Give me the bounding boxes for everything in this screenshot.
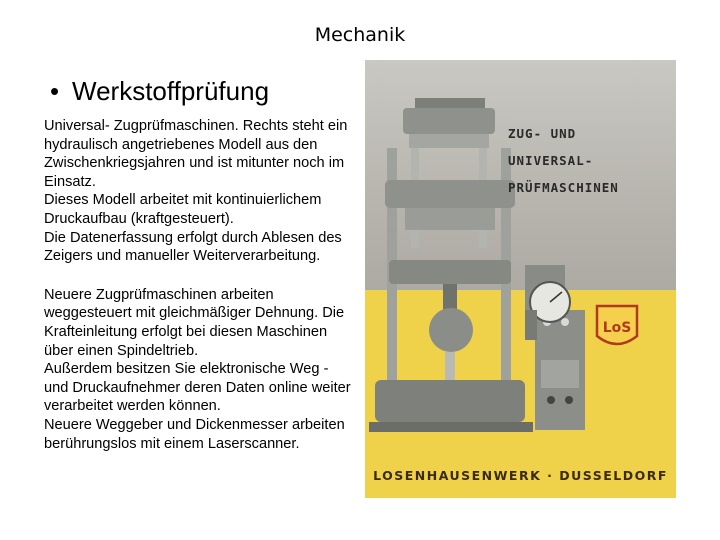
paragraph-2: hydraulisch angetriebenes Modell aus den Zwischenkriegsjahren und ist mitunter noch im Einsatz. xyxy=(44,136,345,190)
bullet-heading-text: Werkstoffprüfung xyxy=(72,76,270,106)
logo-text: LoS xyxy=(602,320,632,336)
brochure-title-line: PRÜFMASCHINEN xyxy=(508,180,619,195)
paragraph-6: Außerdem besitzen Sie elektronische Weg - und Druckaufnehmer deren Daten online weiter verarbeitet werden können. xyxy=(44,361,351,415)
brochure-title-line: UNIVERSAL- xyxy=(508,153,594,168)
paragraph-4: Die Datenerfassung erfolgt durch Ablesen des Zeigers und manueller Weiterverarbeitung. xyxy=(44,229,342,265)
brochure-title xyxy=(508,120,668,201)
paragraph-gap xyxy=(44,266,356,286)
paragraph-7: Neuere Weggeber und Dickenmesser arbeiten berührungslos mit einem Laserscanner. xyxy=(44,416,345,452)
paragraph-5: Neuere Zugprüfmaschinen arbeiten weggesteuert mit gleichmäßiger Dehnung. Die Krafteinleitung erfolgt bei diesen Maschinen über einen Spindeltrieb. xyxy=(44,286,345,359)
slide-title: Mechanik xyxy=(314,24,406,46)
testing-machine-brochure-image xyxy=(365,60,676,498)
los-logo-icon xyxy=(593,302,641,354)
body-text xyxy=(44,117,356,453)
bullet-heading xyxy=(50,76,269,107)
brochure-title-line: ZUG- UND xyxy=(508,126,577,141)
paragraph-1: Universal- Zugprüfmaschinen. Rechts steht ein xyxy=(44,118,348,134)
brochure-footer: LOSENHAUSENWERK · DUSSELDORF xyxy=(373,468,668,483)
bullet-dot-icon: • xyxy=(50,76,60,106)
paragraph-3: Dieses Modell arbeitet mit kontinuierlichem Druckaufbau (kraftgesteuert). xyxy=(44,192,322,227)
